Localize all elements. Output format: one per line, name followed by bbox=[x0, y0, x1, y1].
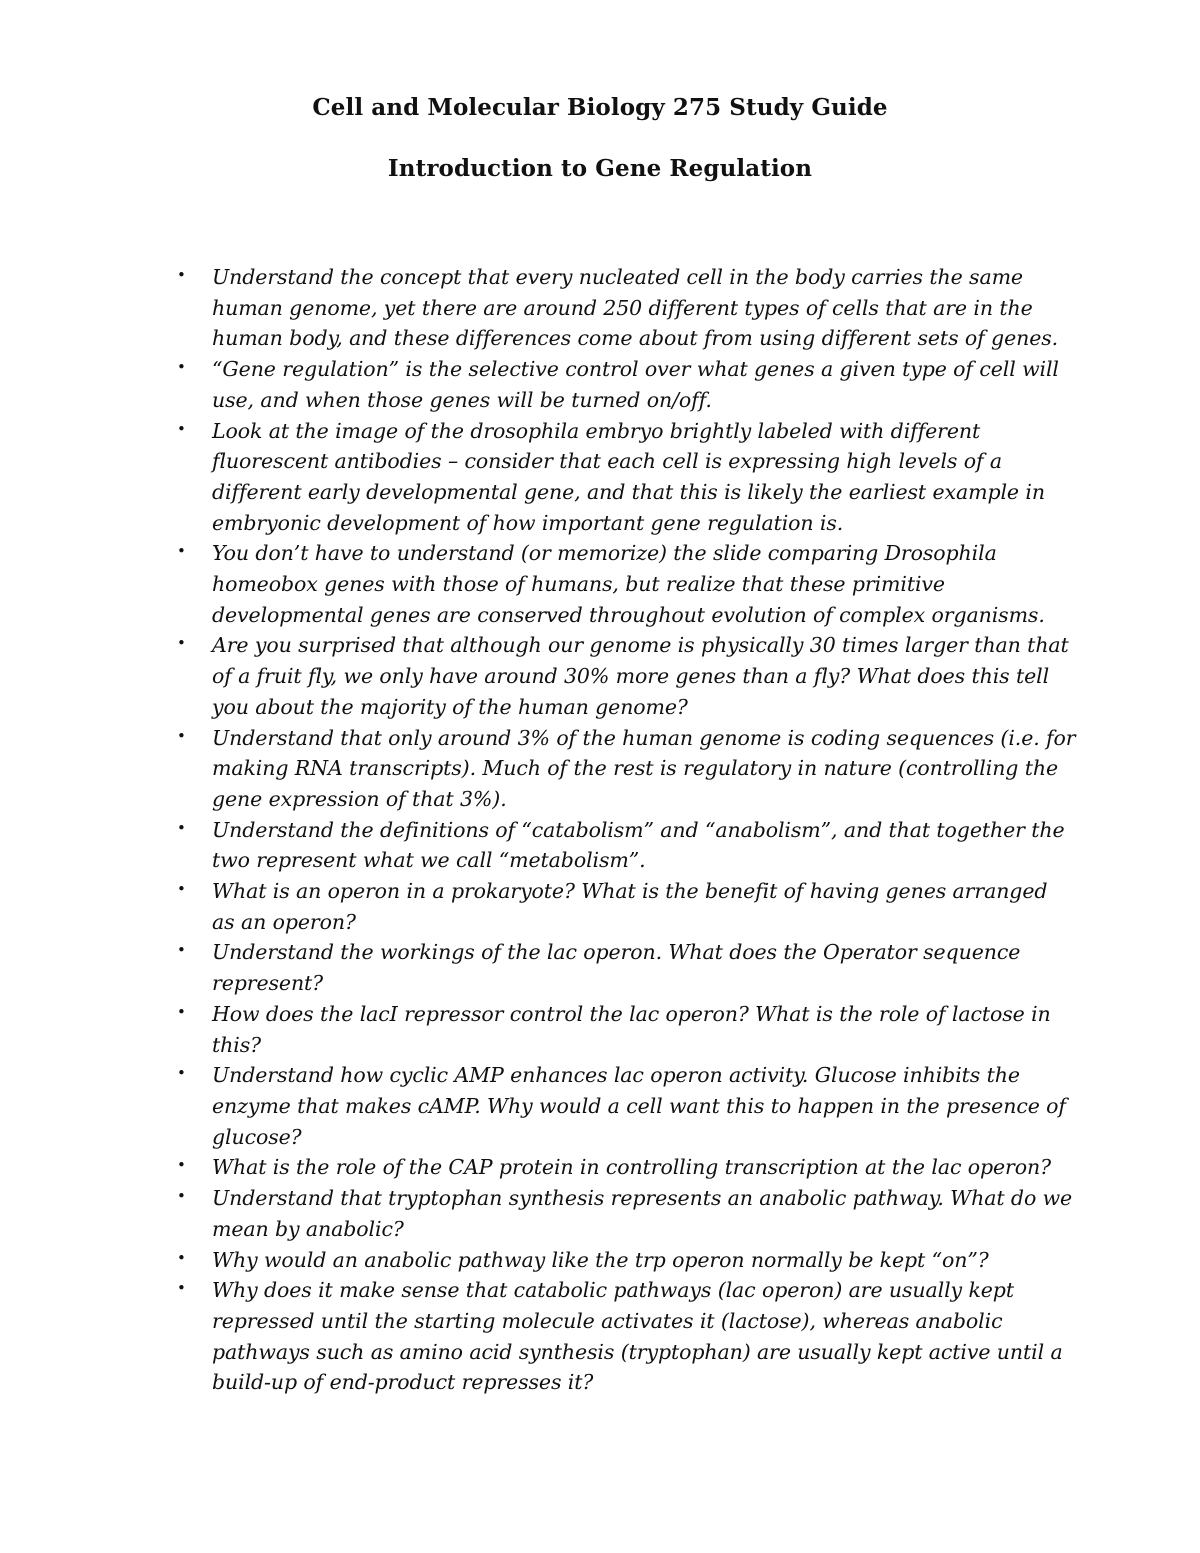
bullet-icon: • bbox=[177, 634, 186, 653]
bullet-icon: • bbox=[177, 1187, 186, 1206]
list-item-text: Understand the definitions of “catabolism” and “anabolism”, and that together the two represent what we call “metabolism”. bbox=[212, 817, 1065, 873]
list-item-text: What is an operon in a prokaryote? What is the benefit of having genes arranged as an operon? bbox=[212, 879, 1048, 934]
list-item-text: You don’t have to understand (or memorize) the slide comparing Drosophila homeobox genes with those of humans, but realize that these primitive developmental genes are conserved throughout evolution of complex organisms. bbox=[212, 541, 1045, 627]
bullet-icon: • bbox=[177, 358, 186, 377]
bullet-icon: • bbox=[177, 419, 186, 438]
bullet-icon: • bbox=[177, 880, 186, 899]
list-item-text: How does the lacI repressor control the lac operon? What is the role of lactose in this? bbox=[212, 1001, 1051, 1057]
list-item-text: “Gene regulation” is the selective control over what genes a given type of cell will use, and when those genes will be turned on/off. bbox=[212, 357, 1059, 412]
list-item bbox=[176, 1060, 1076, 1152]
list-item bbox=[176, 876, 1076, 937]
list-item bbox=[176, 416, 1076, 539]
bullet-icon: • bbox=[177, 726, 186, 745]
bullet-icon: • bbox=[177, 1279, 186, 1298]
list-item bbox=[176, 630, 1076, 722]
bullet-icon: • bbox=[177, 1002, 186, 1021]
list-item bbox=[176, 1245, 1076, 1276]
list-item bbox=[176, 999, 1076, 1060]
list-item-text: Why does it make sense that catabolic pathways (lac operon) are usually kept repressed until the starting molecule activates it (lactose), whereas anabolic pathways such as amino acid synthesis (tryptophan) are usually kept active until a build-up of end-product represses it? bbox=[212, 1278, 1063, 1395]
bullet-icon: • bbox=[177, 542, 186, 561]
list-item bbox=[176, 354, 1076, 415]
list-item-text: Understand the workings of the lac operon. What does the Operator sequence represent? bbox=[212, 940, 1021, 996]
list-item-text: Understand that only around 3% of the human genome is coding sequences (i.e. for making RNA transcripts). Much of the rest is regulatory in nature (controlling the gene expression of that 3%). bbox=[212, 725, 1076, 811]
list-item-text: What is the role of the CAP protein in controlling transcription at the lac operon? bbox=[212, 1155, 1051, 1180]
bullet-icon: • bbox=[177, 1248, 186, 1267]
list-item-text: Look at the image of the drosophila embryo brightly labeled with different fluorescent antibodies – consider that each cell is expressing high levels of a different early developmental gene, and that this is likely the earliest example in embryonic development of how important gene regulation is. bbox=[212, 418, 1045, 535]
list-item bbox=[176, 1275, 1076, 1398]
bullet-icon: • bbox=[177, 1156, 186, 1175]
list-item-text: Understand that tryptophan synthesis represents an anabolic pathway. What do we mean by anabolic? bbox=[212, 1186, 1073, 1241]
bullet-icon: • bbox=[177, 266, 186, 284]
list-item bbox=[176, 723, 1076, 815]
list-item bbox=[176, 1152, 1076, 1183]
bullet-icon: • bbox=[177, 1064, 186, 1083]
list-item bbox=[176, 937, 1076, 998]
list-item-text: Understand the concept that every nucleated cell in the body carries the same human genome, yet there are around 250 different types of cells that are in the human body, and these differences come about from using different sets of genes. bbox=[212, 265, 1059, 351]
document-title: Cell and Molecular Biology 275 Study Guide bbox=[312, 94, 888, 121]
document-subtitle: Introduction to Gene Regulation bbox=[387, 155, 813, 182]
list-item bbox=[176, 1183, 1076, 1244]
list-item bbox=[176, 262, 1076, 354]
list-item bbox=[176, 815, 1076, 876]
list-item bbox=[176, 538, 1076, 630]
bullet-icon: • bbox=[177, 818, 186, 837]
list-item-text: Are you surprised that although our genome is physically 30 times larger than that of a fruit fly, we only have around 30% more genes than a fly? What does this tell you about the majority of the human genome? bbox=[212, 633, 1069, 719]
study-guide-list bbox=[176, 262, 1076, 1398]
bullet-icon: • bbox=[177, 941, 186, 960]
list-item-text: Understand how cyclic AMP enhances lac operon activity. Glucose inhibits the enzyme that makes cAMP. Why would a cell want this to happen in the presence of glucose? bbox=[212, 1063, 1066, 1149]
list-item-text: Why would an anabolic pathway like the trp operon normally be kept “on”? bbox=[212, 1247, 989, 1272]
